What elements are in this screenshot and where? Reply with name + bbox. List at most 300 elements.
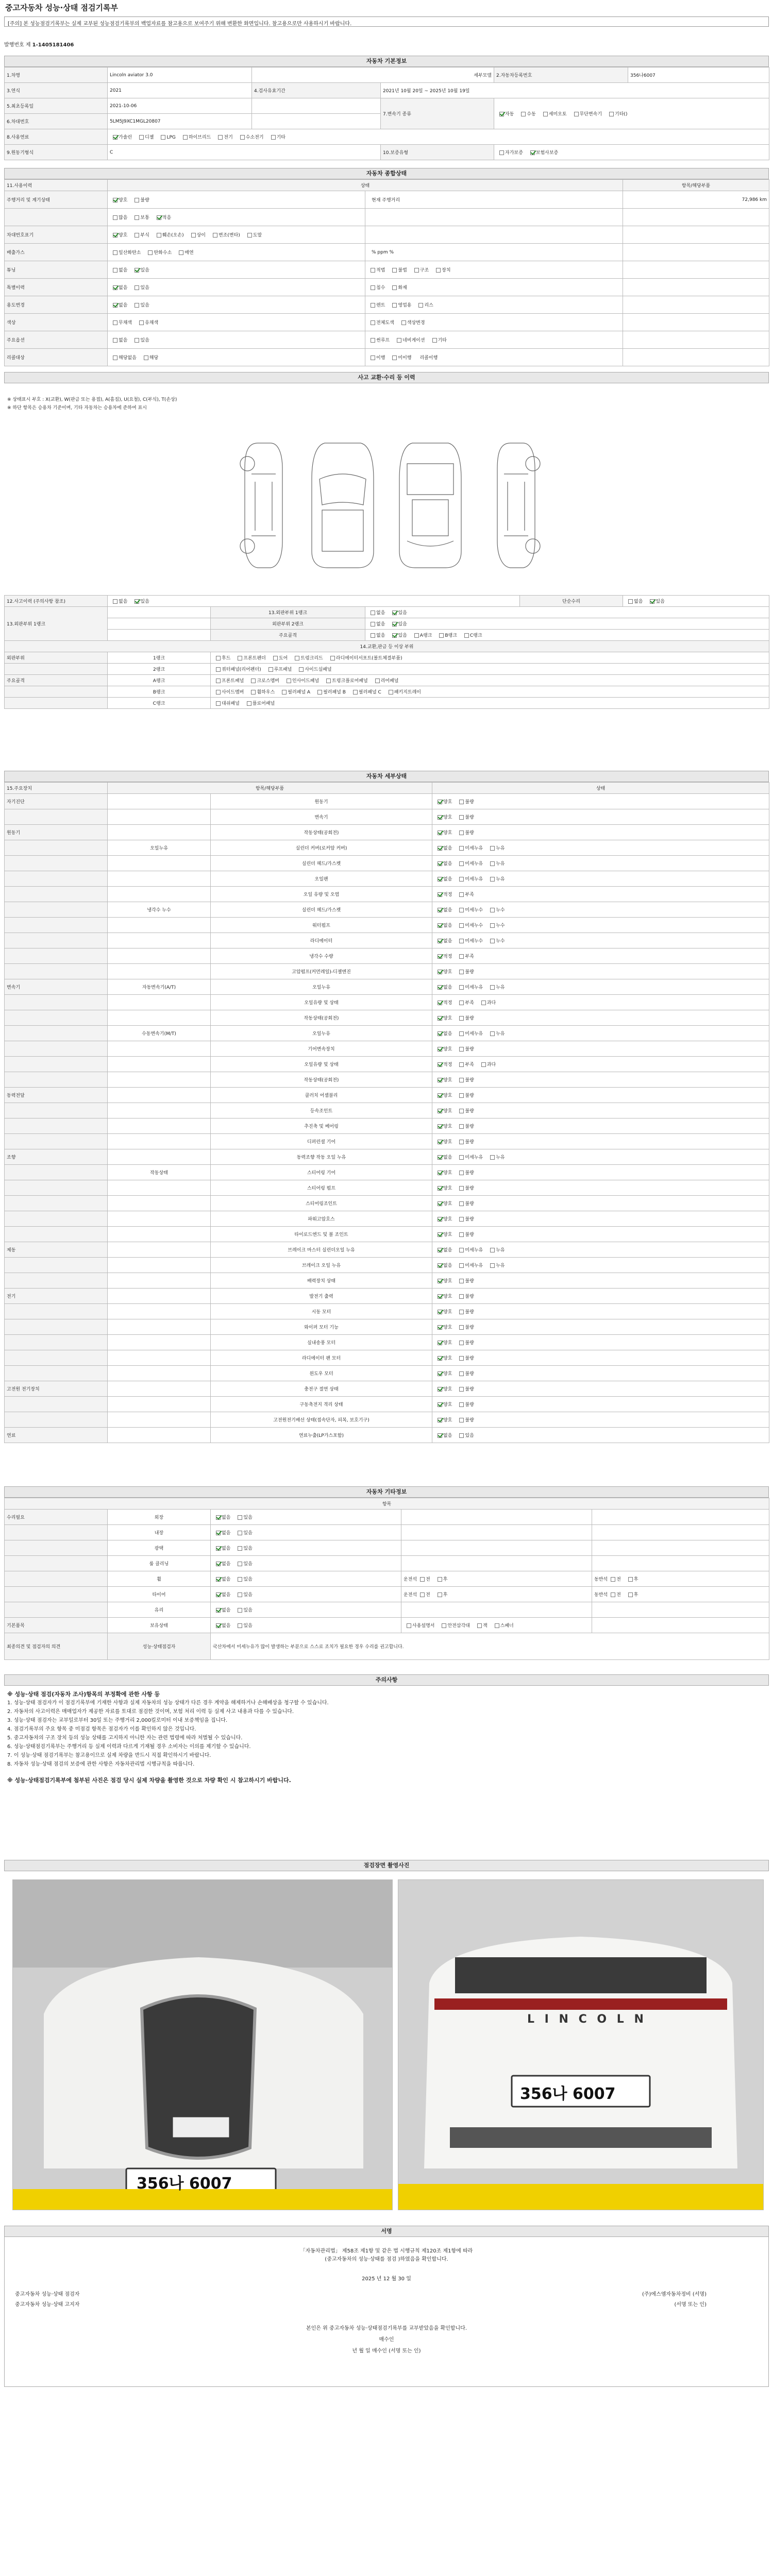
overall-option[interactable] bbox=[389, 266, 407, 273]
frame-rank-option[interactable] bbox=[411, 632, 432, 638]
simple-repair-option[interactable] bbox=[647, 598, 664, 604]
detail-option[interactable] bbox=[434, 1138, 452, 1145]
detail-option[interactable] bbox=[456, 1293, 474, 1299]
checkbox[interactable] bbox=[438, 1232, 442, 1237]
checkbox[interactable] bbox=[397, 338, 401, 343]
checkbox[interactable] bbox=[438, 923, 442, 928]
checkbox[interactable] bbox=[490, 985, 495, 990]
overall-option[interactable] bbox=[110, 231, 127, 238]
checkbox[interactable] bbox=[135, 285, 139, 290]
overall-option[interactable] bbox=[131, 301, 149, 308]
checkbox[interactable] bbox=[438, 1093, 442, 1098]
checkbox[interactable] bbox=[432, 338, 437, 343]
checkbox[interactable] bbox=[490, 861, 495, 866]
checkbox[interactable] bbox=[459, 1186, 464, 1191]
detail-option[interactable] bbox=[456, 1076, 474, 1083]
outer1-option[interactable] bbox=[389, 609, 407, 616]
other-option[interactable] bbox=[234, 1606, 252, 1613]
detail-option[interactable] bbox=[434, 968, 452, 975]
detail-option[interactable] bbox=[456, 1030, 483, 1037]
overall-option[interactable] bbox=[367, 266, 385, 273]
overall-option[interactable] bbox=[367, 284, 385, 291]
checkbox[interactable] bbox=[459, 800, 464, 804]
detail-option[interactable] bbox=[434, 1123, 452, 1129]
checkbox[interactable] bbox=[438, 908, 442, 912]
accident-option[interactable] bbox=[131, 598, 149, 604]
outer2-option[interactable] bbox=[367, 620, 385, 627]
detail-option[interactable] bbox=[456, 953, 474, 959]
detail-option[interactable] bbox=[456, 1354, 474, 1361]
detail-option[interactable] bbox=[434, 1076, 452, 1083]
detail-option[interactable] bbox=[456, 1385, 474, 1392]
checkbox[interactable] bbox=[438, 970, 442, 974]
detail-option[interactable] bbox=[456, 1014, 474, 1021]
detail-option[interactable] bbox=[434, 860, 452, 867]
checkbox[interactable] bbox=[179, 250, 183, 255]
overall-option[interactable] bbox=[389, 354, 411, 361]
checkbox[interactable] bbox=[371, 268, 375, 273]
checkbox[interactable] bbox=[438, 1310, 442, 1314]
other-option[interactable] bbox=[234, 1545, 252, 1551]
other-option[interactable] bbox=[213, 1591, 230, 1598]
checkbox[interactable] bbox=[459, 1433, 464, 1438]
checkbox[interactable] bbox=[459, 1047, 464, 1052]
other-option[interactable] bbox=[213, 1529, 230, 1536]
checkbox[interactable] bbox=[490, 939, 495, 943]
transmission-option[interactable] bbox=[540, 110, 567, 117]
checkbox[interactable] bbox=[438, 1201, 442, 1206]
part-option[interactable] bbox=[283, 677, 319, 684]
checkbox[interactable] bbox=[371, 338, 375, 343]
basic-item-option[interactable] bbox=[474, 1622, 488, 1629]
checkbox[interactable] bbox=[113, 268, 117, 273]
checkbox[interactable] bbox=[392, 303, 397, 308]
checkbox[interactable] bbox=[135, 338, 139, 343]
checkbox[interactable] bbox=[135, 303, 139, 308]
checkbox[interactable] bbox=[113, 250, 117, 255]
detail-option[interactable] bbox=[456, 844, 483, 851]
checkbox[interactable] bbox=[135, 233, 139, 238]
checkbox[interactable] bbox=[459, 1109, 464, 1113]
overall-option[interactable] bbox=[131, 196, 149, 203]
checkbox[interactable] bbox=[407, 1623, 411, 1628]
other-option[interactable] bbox=[213, 1575, 230, 1582]
detail-option[interactable] bbox=[456, 968, 474, 975]
detail-option[interactable] bbox=[456, 814, 474, 820]
checkbox[interactable] bbox=[490, 1155, 495, 1160]
checkbox[interactable] bbox=[459, 1356, 464, 1361]
other-option[interactable] bbox=[234, 1560, 252, 1567]
checkbox[interactable] bbox=[609, 112, 614, 116]
checkbox[interactable] bbox=[438, 954, 442, 959]
checkbox[interactable] bbox=[438, 1031, 442, 1036]
detail-option[interactable] bbox=[434, 1432, 452, 1438]
checkbox[interactable] bbox=[438, 1186, 442, 1191]
checkbox[interactable] bbox=[157, 215, 161, 220]
detail-option[interactable] bbox=[456, 1215, 474, 1222]
outer2-option[interactable] bbox=[389, 620, 407, 627]
overall-option[interactable] bbox=[154, 231, 184, 238]
overall-option[interactable] bbox=[415, 301, 433, 308]
detail-option[interactable] bbox=[434, 829, 452, 836]
checkbox[interactable] bbox=[495, 1623, 499, 1628]
overall-option[interactable] bbox=[131, 284, 149, 291]
fuel-option[interactable] bbox=[180, 133, 211, 140]
checkbox[interactable] bbox=[216, 701, 221, 706]
checkbox[interactable] bbox=[438, 1371, 442, 1376]
checkbox[interactable] bbox=[459, 954, 464, 959]
checkbox[interactable] bbox=[438, 1294, 442, 1299]
checkbox[interactable] bbox=[438, 1263, 442, 1268]
checkbox[interactable] bbox=[459, 1341, 464, 1345]
detail-option[interactable] bbox=[487, 844, 505, 851]
detail-option[interactable] bbox=[456, 829, 474, 836]
detail-option[interactable] bbox=[456, 1154, 483, 1160]
detail-option[interactable] bbox=[487, 922, 505, 928]
checkbox[interactable] bbox=[389, 690, 393, 694]
checkbox[interactable] bbox=[459, 923, 464, 928]
detail-option[interactable] bbox=[487, 1262, 505, 1268]
checkbox[interactable] bbox=[371, 622, 375, 626]
detail-option[interactable] bbox=[478, 999, 496, 1006]
part-option[interactable] bbox=[213, 666, 261, 672]
checkbox[interactable] bbox=[287, 679, 291, 683]
checkbox[interactable] bbox=[438, 1047, 442, 1052]
checkbox[interactable] bbox=[418, 303, 423, 308]
checkbox[interactable] bbox=[251, 690, 256, 694]
detail-option[interactable] bbox=[434, 1231, 452, 1238]
checkbox[interactable] bbox=[371, 355, 375, 360]
detail-option[interactable] bbox=[434, 1169, 452, 1176]
checkbox[interactable] bbox=[438, 1341, 442, 1345]
detail-option[interactable] bbox=[434, 1154, 452, 1160]
checkbox[interactable] bbox=[238, 1577, 242, 1582]
checkbox[interactable] bbox=[459, 1031, 464, 1036]
part-option[interactable] bbox=[296, 666, 331, 672]
detail-option[interactable] bbox=[456, 1169, 474, 1176]
overall-option[interactable] bbox=[244, 231, 262, 238]
part-option[interactable] bbox=[248, 688, 275, 695]
overall-option[interactable] bbox=[433, 266, 450, 273]
detail-option[interactable] bbox=[434, 937, 452, 944]
checkbox[interactable] bbox=[650, 599, 654, 604]
overall-option[interactable] bbox=[394, 336, 425, 343]
checkbox[interactable] bbox=[459, 861, 464, 866]
pos-option[interactable] bbox=[608, 1575, 621, 1582]
overall-option[interactable] bbox=[110, 214, 127, 221]
part-option[interactable] bbox=[327, 654, 402, 661]
checkbox[interactable] bbox=[438, 877, 442, 882]
detail-option[interactable] bbox=[434, 1308, 452, 1315]
detail-option[interactable] bbox=[456, 1324, 474, 1330]
checkbox[interactable] bbox=[238, 1592, 242, 1597]
fuel-option[interactable] bbox=[158, 135, 175, 140]
detail-option[interactable] bbox=[456, 984, 483, 990]
checkbox[interactable] bbox=[574, 112, 579, 116]
frame-rank-option[interactable] bbox=[461, 632, 482, 638]
part-option[interactable] bbox=[213, 688, 244, 695]
checkbox[interactable] bbox=[139, 320, 144, 325]
pos-option[interactable] bbox=[625, 1575, 638, 1582]
detail-option[interactable] bbox=[456, 891, 474, 897]
checkbox[interactable] bbox=[282, 690, 287, 694]
detail-option[interactable] bbox=[434, 1416, 452, 1423]
checkbox[interactable] bbox=[216, 679, 221, 683]
checkbox[interactable] bbox=[135, 599, 139, 604]
detail-option[interactable] bbox=[434, 1370, 452, 1377]
overall-option[interactable] bbox=[367, 319, 394, 326]
checkbox[interactable] bbox=[490, 1263, 495, 1268]
overall-option[interactable] bbox=[176, 249, 193, 256]
checkbox[interactable] bbox=[459, 1155, 464, 1160]
checkbox[interactable] bbox=[611, 1592, 615, 1597]
checkbox[interactable] bbox=[247, 701, 251, 706]
checkbox[interactable] bbox=[459, 831, 464, 835]
detail-option[interactable] bbox=[434, 1215, 452, 1222]
overall-option[interactable] bbox=[110, 319, 132, 326]
checkbox[interactable] bbox=[459, 1201, 464, 1206]
checkbox[interactable] bbox=[216, 1562, 221, 1566]
checkbox[interactable] bbox=[113, 599, 117, 604]
checkbox[interactable] bbox=[490, 877, 495, 882]
other-option[interactable] bbox=[213, 1514, 230, 1520]
overall-option[interactable] bbox=[188, 231, 206, 238]
checkbox[interactable] bbox=[530, 150, 535, 155]
checkbox[interactable] bbox=[139, 135, 144, 140]
checkbox[interactable] bbox=[251, 679, 256, 683]
part-option[interactable] bbox=[279, 688, 310, 695]
overall-option[interactable] bbox=[154, 214, 171, 221]
checkbox[interactable] bbox=[247, 233, 252, 238]
detail-option[interactable] bbox=[434, 1045, 452, 1052]
checkbox[interactable] bbox=[436, 268, 441, 273]
checkbox[interactable] bbox=[438, 1248, 442, 1252]
checkbox[interactable] bbox=[438, 1078, 442, 1082]
checkbox[interactable] bbox=[218, 135, 223, 140]
detail-option[interactable] bbox=[456, 1123, 474, 1129]
detail-option[interactable] bbox=[456, 1401, 474, 1408]
frame-option[interactable] bbox=[389, 632, 407, 638]
warranty-option[interactable] bbox=[496, 149, 523, 156]
detail-option[interactable] bbox=[456, 906, 483, 913]
checkbox[interactable] bbox=[481, 1001, 486, 1005]
overall-option[interactable] bbox=[136, 319, 158, 326]
part-option[interactable] bbox=[372, 677, 399, 684]
checkbox[interactable] bbox=[420, 1577, 425, 1582]
overall-option[interactable] bbox=[110, 266, 127, 273]
checkbox[interactable] bbox=[414, 633, 419, 638]
simple-repair-option[interactable] bbox=[625, 598, 643, 604]
detail-option[interactable] bbox=[434, 875, 452, 882]
other-option[interactable] bbox=[234, 1514, 252, 1520]
checkbox[interactable] bbox=[490, 846, 495, 851]
checkbox[interactable] bbox=[238, 1531, 242, 1535]
overall-option[interactable] bbox=[131, 231, 149, 238]
detail-option[interactable] bbox=[456, 860, 483, 867]
detail-option[interactable] bbox=[487, 984, 505, 990]
checkbox[interactable] bbox=[213, 233, 217, 238]
detail-option[interactable] bbox=[456, 1138, 474, 1145]
checkbox[interactable] bbox=[481, 1062, 486, 1067]
checkbox[interactable] bbox=[161, 135, 165, 140]
other-option[interactable] bbox=[213, 1545, 230, 1551]
checkbox[interactable] bbox=[438, 1433, 442, 1438]
checkbox[interactable] bbox=[459, 908, 464, 912]
checkbox[interactable] bbox=[238, 1608, 242, 1613]
checkbox[interactable] bbox=[459, 1171, 464, 1175]
checkbox[interactable] bbox=[371, 320, 375, 325]
checkbox[interactable] bbox=[438, 1001, 442, 1005]
other-option[interactable] bbox=[234, 1622, 252, 1629]
checkbox[interactable] bbox=[271, 135, 276, 140]
checkbox[interactable] bbox=[375, 679, 380, 683]
checkbox[interactable] bbox=[459, 1294, 464, 1299]
checkbox[interactable] bbox=[113, 135, 117, 140]
checkbox[interactable] bbox=[240, 135, 245, 140]
overall-option[interactable] bbox=[429, 336, 447, 343]
detail-option[interactable] bbox=[434, 1401, 452, 1408]
checkbox[interactable] bbox=[459, 1016, 464, 1021]
checkbox[interactable] bbox=[113, 285, 117, 290]
checkbox[interactable] bbox=[238, 1546, 242, 1551]
checkbox[interactable] bbox=[113, 303, 117, 308]
transmission-option[interactable] bbox=[571, 110, 602, 117]
checkbox[interactable] bbox=[459, 815, 464, 820]
checkbox[interactable] bbox=[438, 985, 442, 990]
checkbox[interactable] bbox=[499, 112, 504, 116]
checkbox[interactable] bbox=[628, 599, 633, 604]
checkbox[interactable] bbox=[459, 1418, 464, 1422]
pos-option[interactable] bbox=[417, 1591, 430, 1598]
checkbox[interactable] bbox=[438, 861, 442, 866]
outer1-option[interactable] bbox=[367, 609, 385, 616]
checkbox[interactable] bbox=[459, 1093, 464, 1098]
checkbox[interactable] bbox=[191, 233, 196, 238]
checkbox[interactable] bbox=[113, 198, 117, 202]
checkbox[interactable] bbox=[216, 690, 221, 694]
overall-option[interactable] bbox=[110, 301, 127, 308]
checkbox[interactable] bbox=[113, 233, 117, 238]
detail-option[interactable] bbox=[434, 1061, 452, 1067]
detail-option[interactable] bbox=[434, 1339, 452, 1346]
fuel-option[interactable] bbox=[237, 133, 264, 140]
checkbox[interactable] bbox=[371, 285, 375, 290]
checkbox[interactable] bbox=[438, 939, 442, 943]
detail-option[interactable] bbox=[487, 1246, 505, 1253]
checkbox[interactable] bbox=[543, 112, 548, 116]
detail-option[interactable] bbox=[434, 1277, 452, 1284]
overall-option[interactable] bbox=[411, 266, 429, 273]
pos-option[interactable] bbox=[417, 1575, 430, 1582]
checkbox[interactable] bbox=[459, 1402, 464, 1407]
checkbox[interactable] bbox=[157, 233, 161, 238]
basic-item-option[interactable] bbox=[404, 1622, 434, 1629]
detail-option[interactable] bbox=[456, 1246, 483, 1253]
overall-option[interactable] bbox=[389, 284, 407, 291]
other-option[interactable] bbox=[234, 1591, 252, 1598]
checkbox[interactable] bbox=[490, 1248, 495, 1252]
checkbox[interactable] bbox=[438, 831, 442, 835]
overall-option[interactable] bbox=[141, 354, 158, 361]
checkbox[interactable] bbox=[299, 667, 304, 672]
checkbox[interactable] bbox=[438, 1592, 442, 1597]
checkbox[interactable] bbox=[392, 355, 397, 360]
checkbox[interactable] bbox=[459, 1371, 464, 1376]
checkbox[interactable] bbox=[438, 1325, 442, 1330]
part-option[interactable] bbox=[213, 700, 240, 706]
overall-option[interactable] bbox=[367, 354, 385, 361]
checkbox[interactable] bbox=[438, 846, 442, 851]
checkbox[interactable] bbox=[371, 303, 375, 308]
detail-option[interactable] bbox=[456, 1231, 474, 1238]
other-option[interactable] bbox=[213, 1606, 230, 1613]
basic-item-option[interactable] bbox=[492, 1622, 514, 1629]
part-option[interactable] bbox=[323, 677, 368, 684]
checkbox[interactable] bbox=[183, 135, 188, 140]
overall-option[interactable] bbox=[367, 301, 385, 308]
detail-option[interactable] bbox=[434, 1354, 452, 1361]
part-option[interactable] bbox=[385, 688, 421, 695]
detail-option[interactable] bbox=[434, 1030, 452, 1037]
detail-option[interactable] bbox=[456, 999, 474, 1006]
checkbox[interactable] bbox=[459, 1140, 464, 1144]
detail-option[interactable] bbox=[456, 1432, 474, 1438]
other-option[interactable] bbox=[213, 1622, 230, 1629]
checkbox[interactable] bbox=[477, 1623, 482, 1628]
part-option[interactable] bbox=[292, 654, 323, 661]
fuel-option[interactable] bbox=[110, 133, 132, 140]
checkbox[interactable] bbox=[459, 892, 464, 897]
checkbox[interactable] bbox=[216, 1592, 221, 1597]
checkbox[interactable] bbox=[521, 112, 526, 116]
detail-option[interactable] bbox=[456, 1416, 474, 1423]
checkbox[interactable] bbox=[438, 1279, 442, 1283]
checkbox[interactable] bbox=[238, 1562, 242, 1566]
checkbox[interactable] bbox=[499, 150, 504, 155]
overall-option[interactable] bbox=[110, 336, 127, 343]
checkbox[interactable] bbox=[216, 1531, 221, 1535]
checkbox[interactable] bbox=[273, 656, 278, 660]
overall-option[interactable] bbox=[131, 214, 149, 221]
checkbox[interactable] bbox=[459, 1325, 464, 1330]
pos-option[interactable] bbox=[434, 1575, 448, 1582]
checkbox[interactable] bbox=[330, 656, 335, 660]
overall-option[interactable] bbox=[131, 266, 149, 273]
checkbox[interactable] bbox=[438, 1124, 442, 1129]
transmission-option[interactable] bbox=[606, 110, 627, 117]
detail-option[interactable] bbox=[434, 1184, 452, 1191]
detail-option[interactable] bbox=[434, 1014, 452, 1021]
checkbox[interactable] bbox=[148, 250, 153, 255]
checkbox[interactable] bbox=[438, 800, 442, 804]
detail-option[interactable] bbox=[456, 798, 474, 805]
overall-option[interactable] bbox=[389, 301, 411, 308]
checkbox[interactable] bbox=[459, 1263, 464, 1268]
detail-option[interactable] bbox=[434, 953, 452, 959]
detail-option[interactable] bbox=[487, 875, 505, 882]
part-option[interactable] bbox=[270, 654, 288, 661]
checkbox[interactable] bbox=[135, 198, 139, 202]
checkbox[interactable] bbox=[238, 1623, 242, 1628]
detail-option[interactable] bbox=[434, 891, 452, 897]
checkbox[interactable] bbox=[113, 355, 117, 360]
checkbox[interactable] bbox=[113, 320, 117, 325]
detail-option[interactable] bbox=[456, 1107, 474, 1114]
detail-option[interactable] bbox=[456, 1339, 474, 1346]
checkbox[interactable] bbox=[459, 1062, 464, 1067]
detail-option[interactable] bbox=[434, 906, 452, 913]
checkbox[interactable] bbox=[459, 877, 464, 882]
